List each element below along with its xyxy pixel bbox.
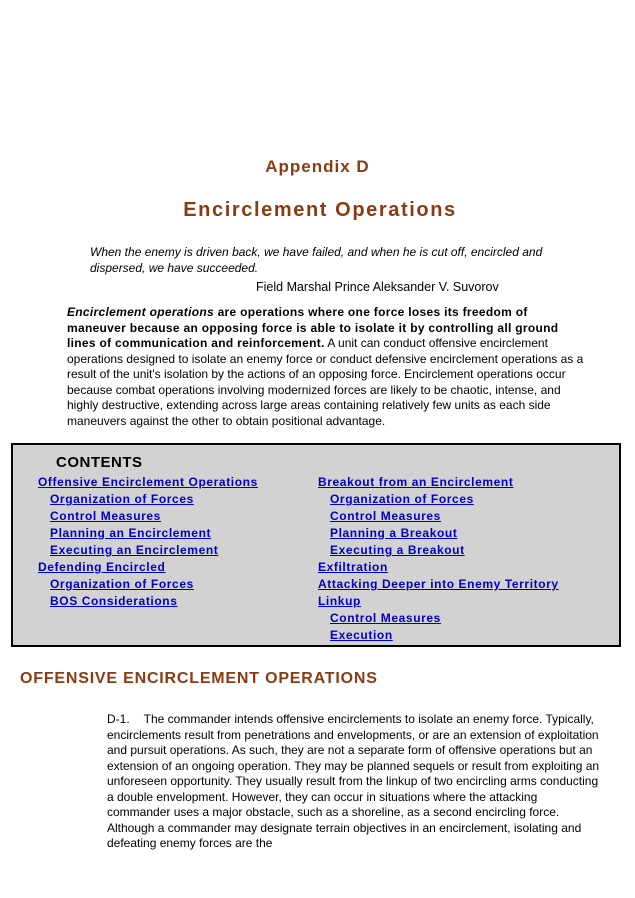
- toc-link[interactable]: Control Measures: [50, 509, 161, 523]
- section-heading: OFFENSIVE ENCIRCLEMENT OPERATIONS: [20, 670, 378, 687]
- intro-paragraph: [67, 305, 587, 429]
- page-title: Encirclement Operations: [183, 199, 457, 221]
- toc-link[interactable]: BOS Considerations: [50, 594, 178, 608]
- intro-term: Encirclement operations: [67, 305, 214, 319]
- toc-link[interactable]: Attacking Deeper into Enemy Territory: [318, 577, 559, 591]
- toc-link[interactable]: Offensive Encirclement Operations: [38, 475, 258, 489]
- toc-link[interactable]: Organization of Forces: [50, 577, 194, 591]
- toc-link[interactable]: Organization of Forces: [330, 492, 474, 506]
- toc-link[interactable]: Organization of Forces: [50, 492, 194, 506]
- toc-link[interactable]: Linkup: [318, 594, 361, 608]
- epigraph-attribution: Field Marshal Prince Aleksander V. Suvorov: [256, 280, 499, 294]
- intro-text: A unit can conduct offensive encirclement operations designed to isolate an enemy force or conduct defensive encirclement operations as a result of the unit's isolation by the actions of an opposing force. Encirclement operations occur because combat operations involving modernized forces are likely to be chaotic, intense, and highly destructive, extending across large areas containing relatively few units as each side maneuvers against the other to obtain positional advantage.: [67, 336, 584, 428]
- toc-link[interactable]: Execution: [330, 628, 393, 642]
- epigraph-quote: When the enemy is driven back, we have failed, and when he is cut off, encircled and dispersed, we have succeeded.: [90, 245, 543, 275]
- appendix-label: Appendix D: [265, 157, 370, 176]
- toc-link[interactable]: Breakout from an Encirclement: [318, 475, 514, 489]
- toc-link[interactable]: Executing a Breakout: [330, 543, 465, 557]
- toc-link[interactable]: Planning a Breakout: [330, 526, 458, 540]
- paragraph-text: The commander intends offensive encirclements to isolate an enemy force. Typically, encirclements result from penetrations and envelopments, or are an extension of exploitation and pursuit operations. As such, they are not a separate form of offensive operations but an extension of an ongoing operation. They may be planned sequels or result from exploiting an unforeseen opportunity. They usually result from the linkup of two encircling arms conducting a double envelopment. However, they can occur in situations where the attacking commander uses a major obstacle, such as a shoreline, as a second encircling force. Although a commander may designate terrain objectives in an encirclement, isolating and defeating enemy forces are the: [107, 712, 600, 850]
- toc-link[interactable]: Defending Encircled: [38, 560, 166, 574]
- contents-right-column: [318, 474, 559, 644]
- toc-link[interactable]: Planning an Encirclement: [50, 526, 212, 540]
- toc-link[interactable]: Executing an Encirclement: [50, 543, 219, 557]
- paragraph-number: D-1.: [107, 712, 130, 726]
- contents-left-column: [38, 474, 258, 610]
- intro-bold-text: are operations where one force loses its freedom of maneuver because an opposing force is able to isolate it by controlling all ground lines of communication and reinforcement.: [67, 305, 559, 350]
- toc-link[interactable]: Control Measures: [330, 611, 441, 625]
- contents-box: [11, 443, 621, 647]
- contents-heading: CONTENTS: [56, 454, 143, 471]
- paragraph-d1: [107, 712, 602, 852]
- toc-link[interactable]: Exfiltration: [318, 560, 388, 574]
- toc-link[interactable]: Control Measures: [330, 509, 441, 523]
